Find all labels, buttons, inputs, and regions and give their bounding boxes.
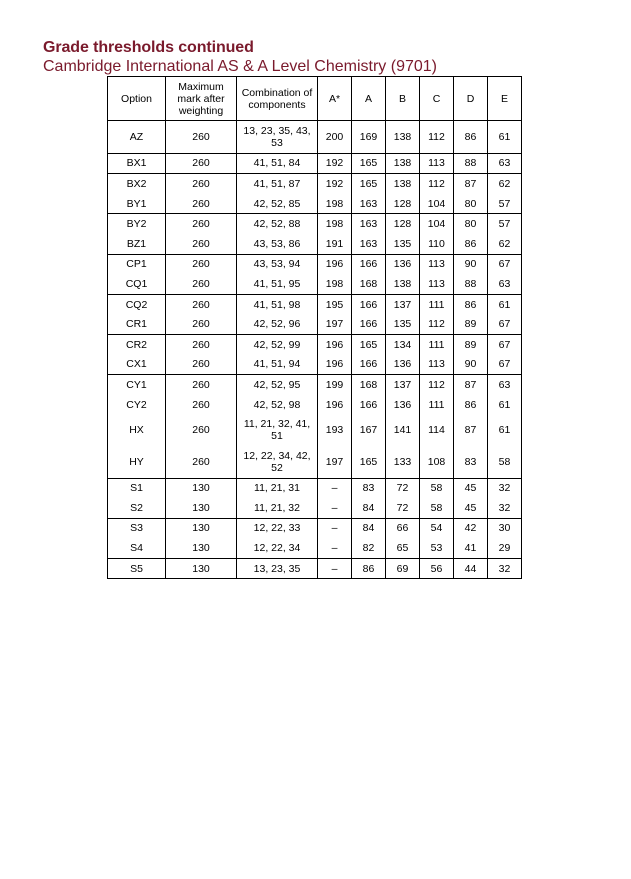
combination-cell: 41, 51, 87 [237, 174, 318, 194]
d-cell: 87 [454, 414, 488, 446]
b-cell: 138 [386, 274, 420, 294]
max-mark-cell: 130 [166, 498, 237, 518]
max-mark-cell: 260 [166, 234, 237, 254]
max-mark-cell: 260 [166, 254, 237, 274]
max-mark-cell: 260 [166, 414, 237, 446]
a-cell: 168 [352, 375, 386, 395]
b-cell: 136 [386, 355, 420, 375]
b-cell: 72 [386, 478, 420, 498]
column-header-max-mark: Maximum mark after weighting [166, 77, 237, 121]
c-cell: 56 [420, 558, 454, 579]
a-star-cell: 196 [318, 254, 352, 274]
max-mark-cell: 130 [166, 558, 237, 579]
option-cell: CR2 [108, 334, 166, 354]
table-row [108, 234, 522, 254]
max-mark-cell: 260 [166, 355, 237, 375]
a-cell: 166 [352, 254, 386, 274]
a-star-cell: – [318, 538, 352, 558]
column-header-option: Option [108, 77, 166, 121]
b-cell: 66 [386, 518, 420, 538]
d-cell: 80 [454, 194, 488, 214]
max-mark-cell: 260 [166, 395, 237, 415]
c-cell: 111 [420, 294, 454, 314]
d-cell: 87 [454, 174, 488, 194]
e-cell: 61 [488, 121, 522, 154]
d-cell: 87 [454, 375, 488, 395]
a-cell: 163 [352, 214, 386, 234]
column-header-a-star: A* [318, 77, 352, 121]
d-cell: 86 [454, 234, 488, 254]
b-cell: 141 [386, 414, 420, 446]
c-cell: 53 [420, 538, 454, 558]
table-row [108, 355, 522, 375]
combination-cell: 11, 21, 32 [237, 498, 318, 518]
a-cell: 166 [352, 294, 386, 314]
b-cell: 128 [386, 214, 420, 234]
table-row [108, 414, 522, 446]
table-row [108, 498, 522, 518]
max-mark-cell: 260 [166, 153, 237, 174]
max-mark-cell: 260 [166, 334, 237, 354]
option-cell: BY2 [108, 214, 166, 234]
d-cell: 89 [454, 334, 488, 354]
d-cell: 45 [454, 498, 488, 518]
e-cell: 67 [488, 254, 522, 274]
d-cell: 45 [454, 478, 488, 498]
d-cell: 83 [454, 446, 488, 478]
option-cell: CY1 [108, 375, 166, 395]
combination-cell: 13, 23, 35, 43, 53 [237, 121, 318, 154]
e-cell: 61 [488, 414, 522, 446]
c-cell: 54 [420, 518, 454, 538]
table-row [108, 174, 522, 194]
b-cell: 136 [386, 395, 420, 415]
option-cell: S4 [108, 538, 166, 558]
c-cell: 111 [420, 334, 454, 354]
c-cell: 112 [420, 314, 454, 334]
d-cell: 86 [454, 294, 488, 314]
d-cell: 89 [454, 314, 488, 334]
b-cell: 65 [386, 538, 420, 558]
combination-cell: 42, 52, 96 [237, 314, 318, 334]
c-cell: 112 [420, 375, 454, 395]
d-cell: 88 [454, 153, 488, 174]
c-cell: 114 [420, 414, 454, 446]
option-cell: CP1 [108, 254, 166, 274]
option-cell: BZ1 [108, 234, 166, 254]
combination-cell: 42, 52, 88 [237, 214, 318, 234]
max-mark-cell: 130 [166, 518, 237, 538]
column-header-combination: Combination of components [237, 77, 318, 121]
table-row [108, 478, 522, 498]
e-cell: 30 [488, 518, 522, 538]
option-cell: HY [108, 446, 166, 478]
column-header-b: B [386, 77, 420, 121]
e-cell: 29 [488, 538, 522, 558]
a-cell: 86 [352, 558, 386, 579]
e-cell: 57 [488, 214, 522, 234]
table-row [108, 254, 522, 274]
combination-cell: 41, 51, 94 [237, 355, 318, 375]
combination-cell: 42, 52, 95 [237, 375, 318, 395]
a-star-cell: 195 [318, 294, 352, 314]
table-row [108, 314, 522, 334]
table-row [108, 121, 522, 154]
e-cell: 61 [488, 294, 522, 314]
e-cell: 32 [488, 478, 522, 498]
d-cell: 90 [454, 254, 488, 274]
option-cell: S1 [108, 478, 166, 498]
combination-cell: 42, 52, 98 [237, 395, 318, 415]
table-row [108, 518, 522, 538]
b-cell: 138 [386, 174, 420, 194]
c-cell: 113 [420, 355, 454, 375]
a-cell: 82 [352, 538, 386, 558]
max-mark-cell: 260 [166, 446, 237, 478]
a-star-cell: 198 [318, 274, 352, 294]
table-row [108, 294, 522, 314]
page-subtitle: Cambridge International AS & A Level Chemistry (9701) [43, 58, 437, 75]
d-cell: 86 [454, 395, 488, 415]
a-star-cell: 191 [318, 234, 352, 254]
combination-cell: 42, 52, 99 [237, 334, 318, 354]
e-cell: 67 [488, 314, 522, 334]
c-cell: 112 [420, 121, 454, 154]
option-cell: AZ [108, 121, 166, 154]
table-body [108, 121, 522, 579]
combination-cell: 41, 51, 95 [237, 274, 318, 294]
table-row [108, 446, 522, 478]
table-row [108, 214, 522, 234]
a-cell: 163 [352, 194, 386, 214]
column-header-a: A [352, 77, 386, 121]
e-cell: 32 [488, 498, 522, 518]
e-cell: 67 [488, 334, 522, 354]
combination-cell: 11, 21, 31 [237, 478, 318, 498]
column-header-d: D [454, 77, 488, 121]
b-cell: 136 [386, 254, 420, 274]
column-header-e: E [488, 77, 522, 121]
a-star-cell: – [318, 558, 352, 579]
a-cell: 165 [352, 174, 386, 194]
d-cell: 44 [454, 558, 488, 579]
c-cell: 110 [420, 234, 454, 254]
a-star-cell: 193 [318, 414, 352, 446]
a-star-cell: – [318, 518, 352, 538]
table-row [108, 395, 522, 415]
a-cell: 166 [352, 395, 386, 415]
max-mark-cell: 260 [166, 174, 237, 194]
max-mark-cell: 130 [166, 538, 237, 558]
a-cell: 84 [352, 498, 386, 518]
d-cell: 90 [454, 355, 488, 375]
e-cell: 32 [488, 558, 522, 579]
max-mark-cell: 260 [166, 314, 237, 334]
a-star-cell: 199 [318, 375, 352, 395]
c-cell: 111 [420, 395, 454, 415]
combination-cell: 43, 53, 86 [237, 234, 318, 254]
c-cell: 104 [420, 214, 454, 234]
option-cell: CR1 [108, 314, 166, 334]
d-cell: 86 [454, 121, 488, 154]
c-cell: 58 [420, 498, 454, 518]
b-cell: 72 [386, 498, 420, 518]
a-cell: 165 [352, 446, 386, 478]
option-cell: S3 [108, 518, 166, 538]
b-cell: 133 [386, 446, 420, 478]
e-cell: 62 [488, 174, 522, 194]
b-cell: 135 [386, 234, 420, 254]
a-cell: 163 [352, 234, 386, 254]
a-star-cell: 197 [318, 314, 352, 334]
option-cell: BY1 [108, 194, 166, 214]
e-cell: 58 [488, 446, 522, 478]
a-star-cell: – [318, 478, 352, 498]
c-cell: 58 [420, 478, 454, 498]
max-mark-cell: 260 [166, 121, 237, 154]
b-cell: 128 [386, 194, 420, 214]
table-row [108, 274, 522, 294]
grade-thresholds-table [107, 76, 522, 579]
option-cell: S5 [108, 558, 166, 579]
a-cell: 167 [352, 414, 386, 446]
max-mark-cell: 260 [166, 294, 237, 314]
combination-cell: 12, 22, 34, 42, 52 [237, 446, 318, 478]
table-row [108, 153, 522, 174]
option-cell: S2 [108, 498, 166, 518]
a-star-cell: 198 [318, 194, 352, 214]
a-cell: 168 [352, 274, 386, 294]
a-star-cell: 198 [318, 214, 352, 234]
a-cell: 83 [352, 478, 386, 498]
option-cell: CX1 [108, 355, 166, 375]
column-header-c: C [420, 77, 454, 121]
table-row [108, 538, 522, 558]
c-cell: 104 [420, 194, 454, 214]
a-cell: 169 [352, 121, 386, 154]
table-row [108, 558, 522, 579]
combination-cell: 41, 51, 98 [237, 294, 318, 314]
b-cell: 137 [386, 294, 420, 314]
b-cell: 137 [386, 375, 420, 395]
b-cell: 69 [386, 558, 420, 579]
max-mark-cell: 260 [166, 375, 237, 395]
option-cell: CQ2 [108, 294, 166, 314]
table-row [108, 375, 522, 395]
b-cell: 138 [386, 121, 420, 154]
a-star-cell: 196 [318, 334, 352, 354]
b-cell: 138 [386, 153, 420, 174]
option-cell: CY2 [108, 395, 166, 415]
combination-cell: 42, 52, 85 [237, 194, 318, 214]
c-cell: 108 [420, 446, 454, 478]
e-cell: 62 [488, 234, 522, 254]
combination-cell: 13, 23, 35 [237, 558, 318, 579]
combination-cell: 43, 53, 94 [237, 254, 318, 274]
b-cell: 135 [386, 314, 420, 334]
max-mark-cell: 130 [166, 478, 237, 498]
a-cell: 165 [352, 334, 386, 354]
max-mark-cell: 260 [166, 194, 237, 214]
a-star-cell: 192 [318, 174, 352, 194]
a-star-cell: 196 [318, 395, 352, 415]
combination-cell: 12, 22, 33 [237, 518, 318, 538]
table-row [108, 334, 522, 354]
combination-cell: 12, 22, 34 [237, 538, 318, 558]
e-cell: 63 [488, 375, 522, 395]
table-row [108, 194, 522, 214]
e-cell: 67 [488, 355, 522, 375]
combination-cell: 11, 21, 32, 41, 51 [237, 414, 318, 446]
option-cell: BX2 [108, 174, 166, 194]
c-cell: 113 [420, 274, 454, 294]
b-cell: 134 [386, 334, 420, 354]
a-star-cell: 197 [318, 446, 352, 478]
a-star-cell: 200 [318, 121, 352, 154]
d-cell: 41 [454, 538, 488, 558]
a-star-cell: – [318, 498, 352, 518]
a-cell: 165 [352, 153, 386, 174]
a-cell: 166 [352, 314, 386, 334]
option-cell: BX1 [108, 153, 166, 174]
d-cell: 42 [454, 518, 488, 538]
max-mark-cell: 260 [166, 214, 237, 234]
e-cell: 63 [488, 153, 522, 174]
a-star-cell: 192 [318, 153, 352, 174]
e-cell: 63 [488, 274, 522, 294]
e-cell: 61 [488, 395, 522, 415]
option-cell: HX [108, 414, 166, 446]
d-cell: 80 [454, 214, 488, 234]
c-cell: 113 [420, 254, 454, 274]
page-title: Grade thresholds continued [43, 39, 254, 56]
d-cell: 88 [454, 274, 488, 294]
a-cell: 84 [352, 518, 386, 538]
combination-cell: 41, 51, 84 [237, 153, 318, 174]
max-mark-cell: 260 [166, 274, 237, 294]
a-cell: 166 [352, 355, 386, 375]
c-cell: 113 [420, 153, 454, 174]
a-star-cell: 196 [318, 355, 352, 375]
option-cell: CQ1 [108, 274, 166, 294]
table-header-row [108, 77, 522, 121]
e-cell: 57 [488, 194, 522, 214]
c-cell: 112 [420, 174, 454, 194]
